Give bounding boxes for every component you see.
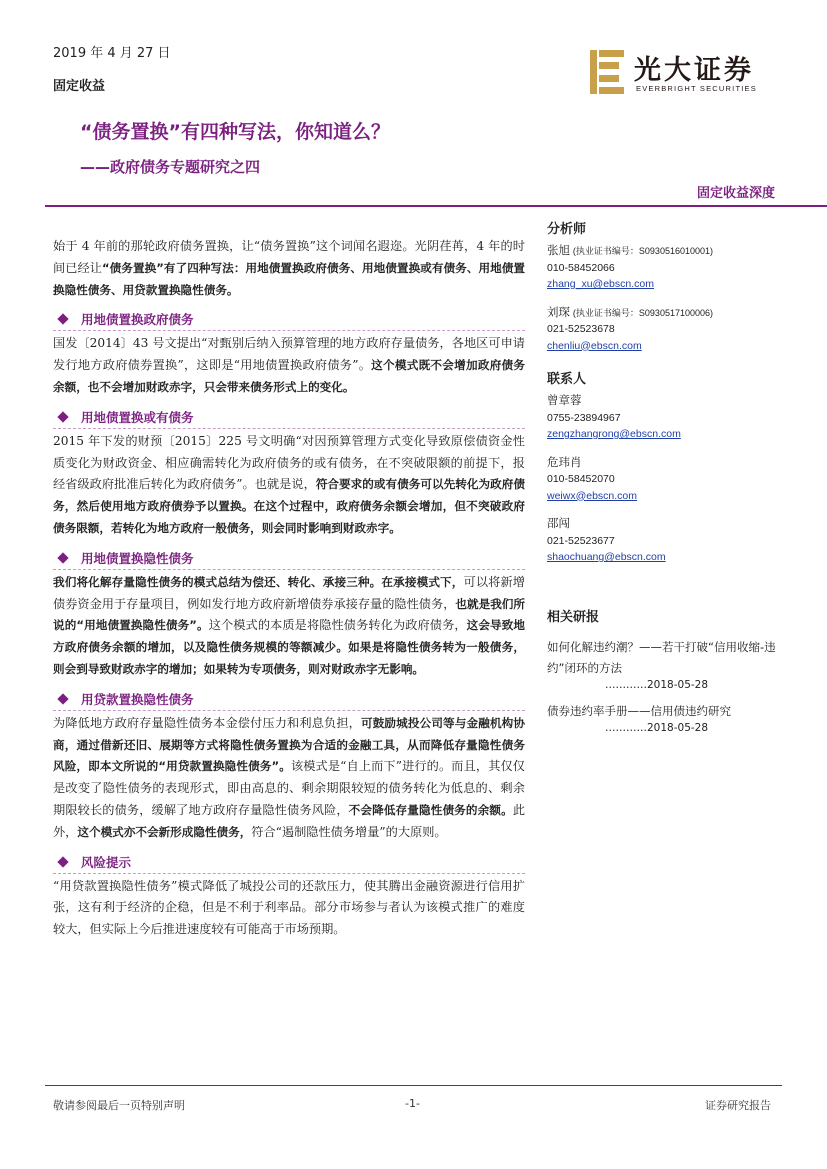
contact-2-email-link[interactable]: weiwx@ebscn.com bbox=[547, 489, 638, 502]
diamond-bullet-icon bbox=[57, 693, 68, 704]
report-type-label: 固定收益深度 bbox=[696, 186, 775, 201]
section-heading-risk: 风险提示 bbox=[53, 851, 525, 873]
analyst-1-phone: 010-58452066 bbox=[547, 261, 615, 274]
everbright-logo-icon bbox=[590, 50, 624, 94]
diamond-bullet-icon bbox=[57, 314, 68, 325]
analyst-2-phone: 021-52523678 bbox=[547, 323, 615, 335]
related-research-link-1[interactable]: 如何化解违约潮？——若干打破“信用收缩-违约”闭环的方法 bbox=[547, 639, 776, 675]
sidebar bbox=[547, 218, 797, 734]
contact-1-name: 曾章蓉 bbox=[547, 395, 582, 407]
section-divider bbox=[53, 330, 525, 331]
section-divider bbox=[53, 569, 525, 570]
contact-3-phone: 021-52523677 bbox=[547, 534, 615, 547]
section-divider bbox=[53, 710, 525, 711]
analysts-heading: 分析师 bbox=[547, 222, 587, 237]
logo-text-chinese: 光大证券 bbox=[634, 55, 754, 86]
contact-2-phone: 010-58452070 bbox=[547, 473, 615, 485]
related-research-date-2: …………2018-05-28 bbox=[605, 721, 709, 734]
section-divider bbox=[53, 428, 525, 429]
diamond-bullet-icon bbox=[57, 856, 68, 867]
page-number: -1- bbox=[405, 1097, 420, 1110]
analyst-2: 刘琛 (执业证书编号：S0930517100006) bbox=[547, 306, 713, 319]
analyst-2-email-link[interactable]: chenliu@ebscn.com bbox=[547, 339, 642, 352]
footer-report-label: 证券研究报告 bbox=[705, 1099, 771, 1112]
footer-divider bbox=[45, 1085, 782, 1086]
report-subtitle: ——政府债务专题研究之四 bbox=[80, 158, 261, 176]
report-date: 2019 年 4 月 27 日 bbox=[53, 46, 171, 61]
analyst-1: 张旭 (执业证书编号：S0930516010001) bbox=[547, 245, 713, 257]
intro-paragraph bbox=[53, 236, 525, 301]
section-heading-2: 用地债置换或有债务 bbox=[53, 406, 525, 428]
related-research-link-2[interactable]: 债券违约率手册——信用债违约研究 bbox=[547, 703, 731, 718]
section-1-paragraph: 国发〔2014〕43 号文提出“对甄别后纳入预算管理的地方政府存量债务，各地区可申请发行地方政府债券置换”，这即是“用地债置换政府债务”。这个模式既不会增加政府债务余额，也不会增加财政赤字，只会带来债务形式上的变化。 bbox=[53, 336, 525, 394]
report-title: “债务置换”有四种写法，你知道么？ bbox=[80, 121, 390, 143]
related-research-heading: 相关研报 bbox=[547, 609, 600, 625]
section-heading-4: 用贷款置换隐性债务 bbox=[53, 688, 525, 710]
analyst-1-email-link[interactable]: zhang_xu@ebscn.com bbox=[547, 278, 654, 290]
section-heading-1: 用地债置换政府债务 bbox=[53, 308, 525, 330]
diamond-bullet-icon bbox=[57, 552, 68, 563]
contact-1-phone: 0755-23894967 bbox=[547, 411, 621, 424]
section-4-paragraph: 为降低地方政府存量隐性债务本金偿付压力和利息负担，可鼓励城投公司等与金融机构协商，通过借新还旧、展期等方式将隐性债务置换为合适的金融工具，从而降低存量隐性债务风险，即本文所说的“用贷款置换隐性债务”。该模式是“自上而下”进行的。而且，其仅仅是改变了隐性债务的表现形式，即由高息的、剩余期限较短的债务转化为低息的、剩余期限较长的债务，缓解了地方政府存量隐性债务风险，不会降低存量隐性债务的余额。此外，这个模式亦不会新形成隐性债务，符合“遏制隐性债务增量”的大原则。 bbox=[53, 715, 525, 839]
footer-disclaimer: 敬请参阅最后一页特别声明 bbox=[53, 1099, 185, 1112]
main-content bbox=[53, 236, 525, 941]
everbright-logo bbox=[590, 48, 780, 98]
intro-text: 始于 4 年前的那轮政府债务置换，让“债务置换”这个词闻名遐迩。光阴荏苒，4 年的时间已经让 bbox=[53, 239, 525, 275]
related-research-date-1: …………2018-05-28 bbox=[605, 678, 709, 691]
intro-bold-text: “债务置换”有了四种写法：用地债置换政府债务、用地债置换或有债务、用地债置换隐性债务、用贷款置换隐性债务。 bbox=[53, 260, 526, 297]
report-category: 固定收益 bbox=[53, 79, 106, 94]
section-heading-3: 用地债置换隐性债务 bbox=[53, 547, 525, 569]
section-3-paragraph: 我们将化解存量隐性债务的模式总结为偿还、转化、承接三种。在承接模式下，可以将新增债券资金用于存量项目，例如发行地方政府新增债券承接存量的隐性债务，也就是我们所说的“用地债置换隐性债务”。这个模式的本质是将隐性债务转化为政府债务，这会导致地方政府债务余额的增加，以及隐性债务规模的等额减少。如果是将隐性债务转为一般债务，则会到导致财政赤字的增加；如果转为专项债务，则对财政赤字无影响。 bbox=[53, 574, 525, 676]
risk-paragraph: “用贷款置换隐性债务”模式降低了城投公司的还款压力，使其腾出金融资源进行信用扩张，这有利于经济的企稳，但是不利于利率品。部分市场参与者认为该模式推广的难度较大，但实际上今后推进速度较有可能高于市场预期。 bbox=[53, 878, 525, 937]
diamond-bullet-icon bbox=[57, 411, 68, 422]
logo-text-english: EVERBRIGHT SECURITIES bbox=[636, 84, 757, 93]
contacts-heading: 联系人 bbox=[547, 372, 587, 387]
contact-2-name: 危玮肖 bbox=[547, 456, 582, 469]
contact-3-email-link[interactable]: shaochuang@ebscn.com bbox=[547, 551, 666, 563]
section-divider bbox=[53, 873, 525, 874]
section-2-paragraph: 2015 年下发的财预〔2015〕225 号文明确“对因预算管理方式变化导致原偿债资金性质变化为财政资金、相应确需转化为政府债务的或有债务，在不突破限额的前提下，报经省级政府批准后转化为政府债务”。也就是说，符合要求的或有债务可以先转化为政府债务，然后使用地方政府债券予以置换。在这个过程中，政府债务余额会增加，但不突破政府债务限额，若转化为地方政府一般债务，则会同时影响到财政赤字。 bbox=[53, 433, 525, 535]
header-divider bbox=[45, 205, 827, 207]
contact-3-name: 邵闯 bbox=[547, 518, 570, 530]
contact-1-email-link[interactable]: zengzhangrong@ebscn.com bbox=[547, 428, 681, 440]
